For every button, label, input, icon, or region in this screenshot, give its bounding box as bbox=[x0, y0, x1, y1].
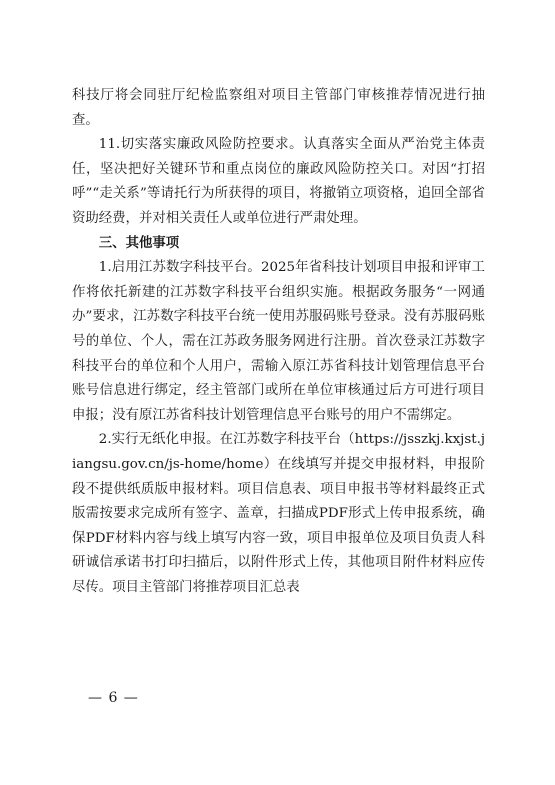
paragraph-item-1-platform: 1.启用江苏数字科技平台。2025年省科技计划项目申报和评审工作将依托新建的江苏数字科技平台组织实施。根据政务服务“一网通办”要求，江苏数字科技平台统一使用苏服码账号登录。没有苏服码账号的单位、个人，需在江苏政务服务网进行注册。首次登录江苏数字科技平台的单位和个人用户，需输入原江苏省科技计划管理信息平台账号信息进行绑定，经主管部门或所在单位审核通过后方可进行项目申报；没有原江苏省科技计划管理信息平台账号的用户不需绑定。 bbox=[72, 260, 485, 423]
page-number: — 6 — bbox=[88, 690, 139, 706]
paragraph-item-11: 11.切实落实廉政风险防控要求。认真落实全面从严治党主体责任，坚决把好关键环节和重点岗位的廉政风险防控关口。对因“打招呼”“走关系”等请托行为所获得的项目，将撤销立项资格，追回全部省资助经费，并对相关责任人或单位进行严肃处理。 bbox=[72, 137, 485, 226]
paragraph-continuation: 科技厅将会同驻厅纪检监察组对项目主管部门审核推荐情况进行抽查。 bbox=[72, 88, 485, 128]
paragraph-item-2-paperless: 2.实行无纸化申报。在江苏数字科技平台（https://jsszkj.kxjst.jiangsu.gov.cn/js-home/home）在线填写并提交申报材料，申报阶段不提供纸质版申报材料。项目信息表、项目申报书等材料最终正式版需按要求完成所有签字、盖章，扫描成PDF形式上传申报系统，确保PDF材料内容与线上填写内容一致，项目申报单位及项目负责人科研诚信承诺书打印扫描后，以附件形式上传，其他项目附件材料应传尽传。项目主管部门将推荐项目汇总表 bbox=[72, 432, 485, 595]
document-body bbox=[72, 84, 485, 600]
section-heading-other-matters: 三、其他事项 bbox=[98, 235, 180, 251]
